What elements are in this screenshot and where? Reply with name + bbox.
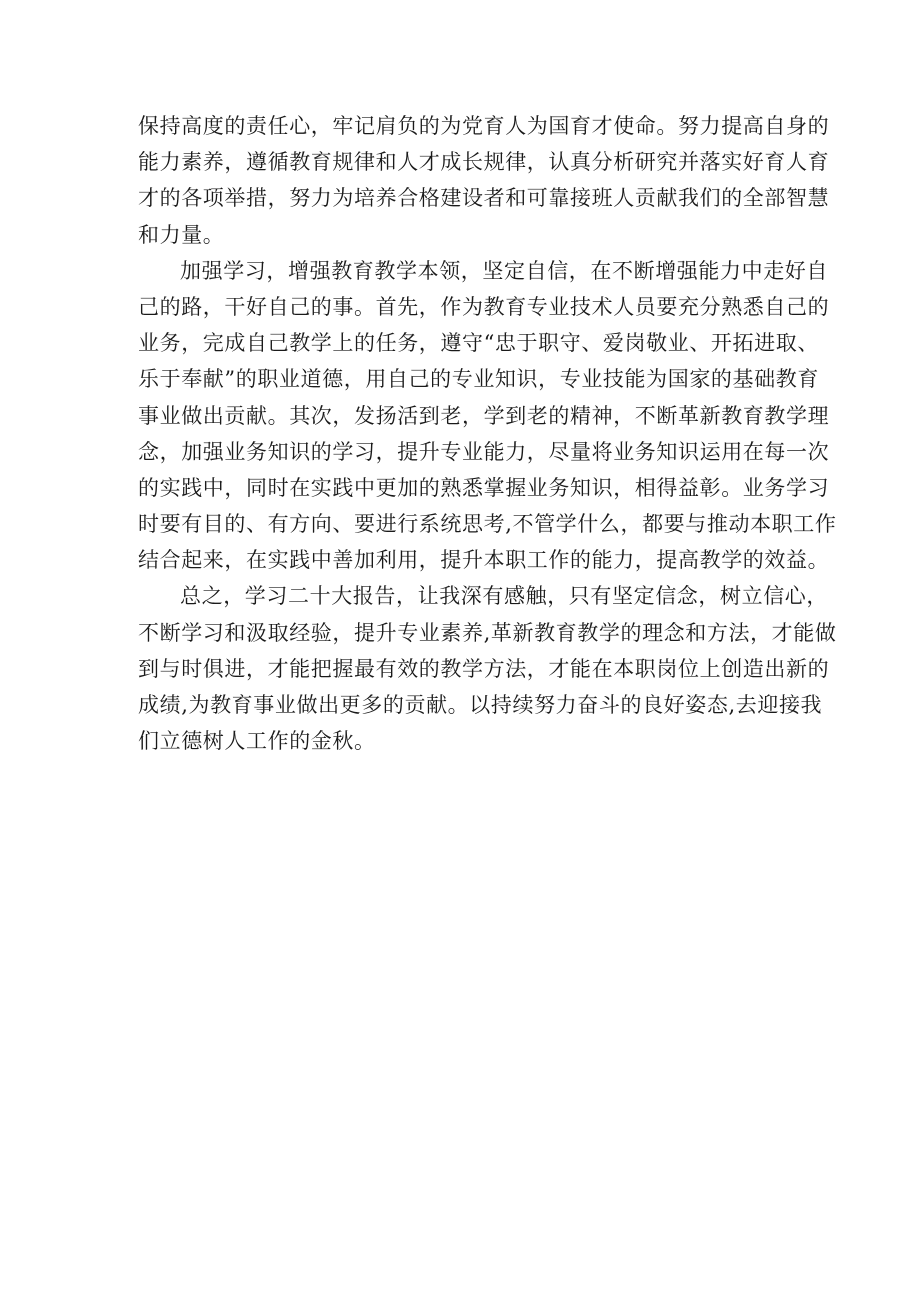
text-line: 和力量。: [138, 222, 225, 247]
text-line: 业务，完成自己教学上的任务，遵守“忠于职守、爱岗敬业、开拓进取、: [138, 331, 819, 356]
text-line: 事业做出贡献。其次，发扬活到老，学到老的精神，不断革新教育教学理: [138, 403, 830, 428]
paragraph-strengthen-learning: [138, 253, 837, 579]
text-line: 保持高度的责任心，牢记肩负的为党育人为国育才使命。努力提高自身的: [138, 114, 830, 138]
text-line: 总之，学习二十大报告，让我深有感触，只有坚定信念，树立信心，: [180, 584, 828, 609]
text-line: 时要有目的、有方向、要进行系统思考,不管学什么，都要与推动本职工作: [138, 512, 837, 537]
paragraph-conclusion: [138, 578, 837, 759]
text-line: 乐于奉献”的职业道德，用自己的专业知识，专业技能为国家的基础教育: [138, 367, 819, 392]
text-line: 们立德树人工作的金秋。: [138, 729, 376, 754]
text-line: 加强学习，增强教育教学本领，坚定自信，在不断增强能力中走好自: [180, 258, 828, 283]
text-line: 到与时俱进，才能把握最有效的教学方法，才能在本职岗位上创造出新的: [138, 656, 830, 681]
text-line: 不断学习和汲取经验，提升专业素养,革新教育教学的理念和方法，才能做: [138, 620, 837, 645]
text-line: 念，加强业务知识的学习，提升专业能力，尽量将业务知识运用在每一次: [138, 439, 830, 464]
text-line: 成绩,为教育事业做出更多的贡献。以持续努力奋斗的良好姿态,去迎接我: [138, 693, 823, 717]
text-line: 的实践中，同时在实践中更加的熟悉掌握业务知识，相得益彰。业务学习: [138, 475, 830, 500]
paragraph-responsibility: [138, 108, 830, 253]
text-line: 能力素养，遵循教育规律和人才成长规律，认真分析研究并落实好育人育: [138, 150, 830, 175]
text-line: 己的路，干好自己的事。首先，作为教育专业技术人员要充分熟悉自己的: [138, 294, 830, 319]
text-line: 结合起来，在实践中善加利用，提升本职工作的能力，提高教学的效益。: [138, 548, 830, 573]
document-body: [138, 108, 837, 759]
text-line: 才的各项举措，努力为培养合格建设者和可靠接班人贡献我们的全部智慧: [138, 186, 830, 211]
